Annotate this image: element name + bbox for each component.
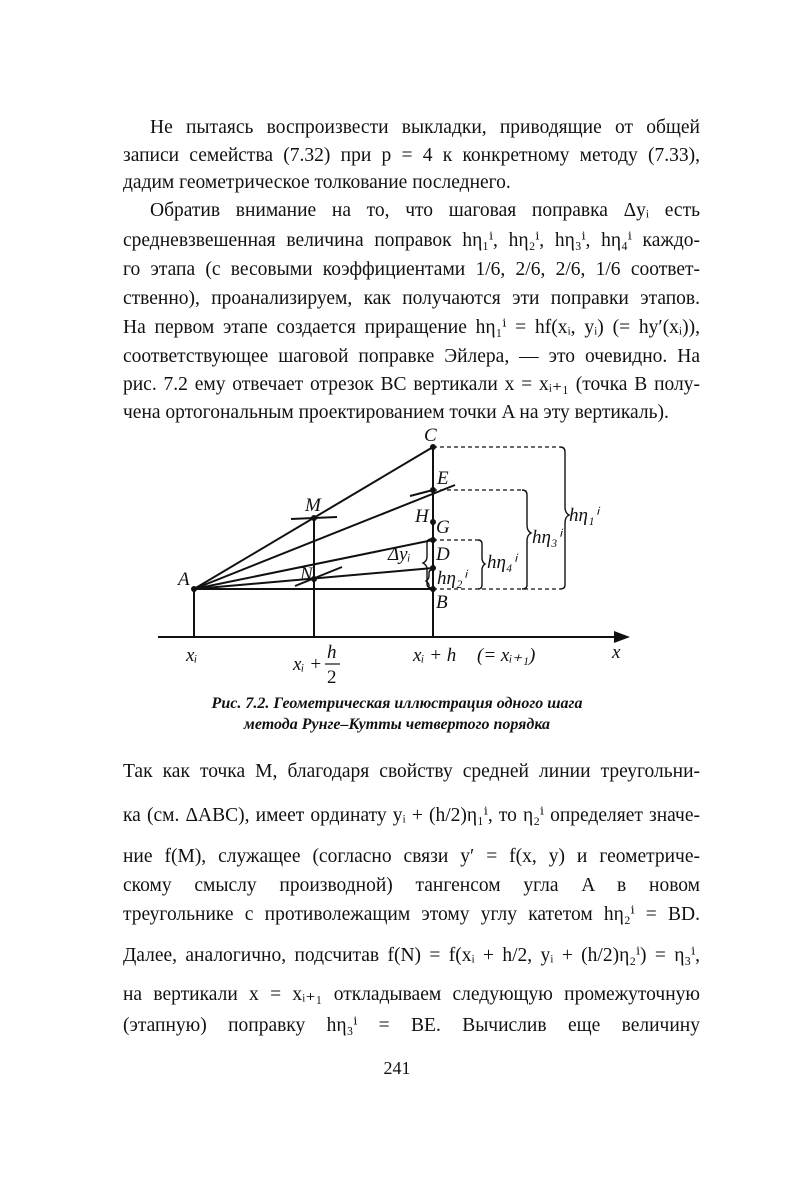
text-line: треугольнике с противолежащим этому углу катетом hη₂ⁱ = BD. bbox=[123, 904, 700, 925]
point-label-C: C bbox=[424, 425, 437, 446]
figure-caption-line-1: Рис. 7.2. Геометрическая иллюстрация одного шага bbox=[211, 695, 583, 712]
text-line: Далее, аналогично, подсчитав f(N) = f(xᵢ + h/2, yᵢ + (h/2)η₂ⁱ) = η₃ⁱ, bbox=[123, 945, 700, 966]
text-line: соответствующее шаговой поправке Эйлера, — это очевидно. На bbox=[123, 346, 700, 367]
text-line: Обратив внимание на то, что шаговая поправка Δyᵢ есть bbox=[150, 200, 700, 221]
label-h-eta1: hη₁ⁱ bbox=[569, 505, 598, 526]
text-line: ственно), проанализируем, как получаются эти поправки этапов. bbox=[123, 288, 700, 309]
figure-caption-line-2: метода Рунге–Кутты четвертого порядка bbox=[243, 716, 551, 733]
text-line: ние f(M), служащее (согласно связи y′ = f(x, y) и геометриче- bbox=[123, 846, 700, 867]
text-line: На первом этапе создается приращение hη₁ⁱ = hf(xᵢ, yᵢ) (= hy′(xᵢ)), bbox=[123, 317, 700, 338]
tick-label-half-den: 2 bbox=[327, 667, 337, 688]
tick-label-mid: xᵢ + bbox=[293, 654, 323, 675]
point-label-G: G bbox=[436, 517, 450, 538]
point-label-B: B bbox=[436, 592, 448, 613]
text-line: рис. 7.2 ему отвечает отрезок BC вертикали x = xᵢ₊₁ (точка B полу- bbox=[123, 374, 700, 395]
tick-label-xi: xᵢ bbox=[186, 645, 198, 666]
point-label-H: H bbox=[415, 506, 429, 527]
point-label-E: E bbox=[437, 468, 449, 489]
label-h-eta4: hη₄ⁱ bbox=[487, 552, 516, 573]
tick-label-x-next: (= xᵢ₊₁) bbox=[477, 645, 536, 666]
text-line: Не пытаясь воспроизвести выкладки, приводящие от общей bbox=[150, 117, 700, 138]
point-label-N: N bbox=[300, 564, 313, 585]
text-line: чена ортогональным проектированием точки A на эту вертикаль). bbox=[123, 402, 669, 423]
text-line: скому смыслу производной) тангенсом угла A в новом bbox=[123, 875, 700, 896]
label-h-eta3: hη₃ⁱ bbox=[532, 527, 561, 548]
point-label-A: A bbox=[178, 569, 190, 590]
text-line: записи семейства (7.32) при p = 4 к конкретному методу (7.33), bbox=[123, 145, 700, 166]
text-line: го этапа (с весовыми коэффициентами 1/6, 2/6, 2/6, 1/6 соответ- bbox=[123, 259, 700, 280]
axis-label-x: x bbox=[612, 642, 621, 663]
text-line: дадим геометрическое толкование последнего. bbox=[123, 172, 511, 193]
text-line: (этапную) поправку hη₃ⁱ = BE. Вычислив еще величину bbox=[123, 1015, 700, 1036]
tick-label-xi-plus-h: xᵢ + h bbox=[413, 645, 457, 666]
tick-label-half-num: h bbox=[327, 642, 337, 663]
text-line: на вертикали x = xᵢ₊₁ откладываем следующую промежуточную bbox=[123, 984, 700, 1005]
text-line: ка (см. ΔABC), имеет ординату yᵢ + (h/2)η₁ⁱ, то η₂ⁱ определяет значе- bbox=[123, 805, 700, 826]
label-delta-y: Δyᵢ bbox=[388, 544, 411, 565]
text-line: Так как точка M, благодаря свойству средней линии треугольни- bbox=[123, 761, 700, 782]
page-number: 241 bbox=[383, 1058, 411, 1078]
point-label-M: M bbox=[305, 495, 321, 516]
label-h-eta2: hη₂ⁱ bbox=[437, 568, 466, 589]
text-line: средневзвешенная величина поправок hη₁ⁱ, hη₂ⁱ, hη₃ⁱ, hη₄ⁱ каждо- bbox=[123, 230, 700, 251]
point-label-D: D bbox=[436, 544, 450, 565]
